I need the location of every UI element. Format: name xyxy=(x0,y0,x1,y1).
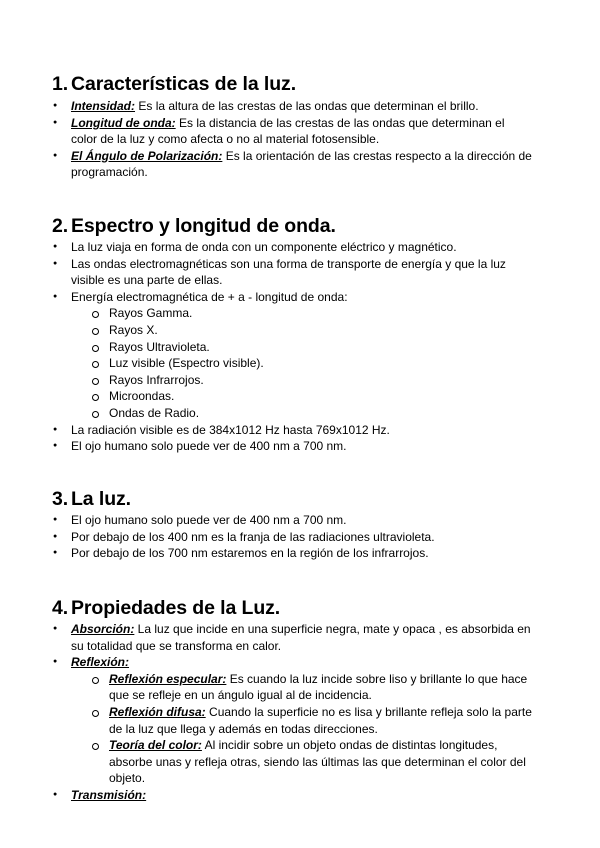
section-heading xyxy=(52,596,532,620)
list-item xyxy=(52,239,532,256)
item-text: Es la orientación de las crestas respecto a la dirección de programación. xyxy=(71,148,532,180)
list-item xyxy=(52,438,532,455)
term: Reflexión difusa: xyxy=(109,704,206,719)
list-item xyxy=(52,529,532,546)
item-text: Al incidir sobre un objeto ondas de distintas longitudes, absorbe unas y refleja otras, siendo las últimas las que determinan el color del objeto. xyxy=(109,738,526,786)
bullet-list xyxy=(52,239,532,305)
bullet-list xyxy=(52,422,532,455)
item-text: Por debajo de los 700 nm estaremos en la región de los infrarrojos. xyxy=(71,546,429,561)
item-text: La luz que incide en una superficie negra, mate y opaca , es absorbida en su totalidad que se transforma en calor. xyxy=(71,622,531,653)
list-item xyxy=(52,787,532,804)
section-heading xyxy=(52,72,532,96)
list-item xyxy=(52,289,532,306)
sub-list-item: Luz visible (Espectro visible). xyxy=(52,355,532,372)
item-text: El ojo humano solo puede ver de 400 nm a 700 nm. xyxy=(71,439,347,454)
term: Reflexión: xyxy=(71,655,130,670)
sub-list-item xyxy=(52,671,532,704)
section-3 xyxy=(52,487,532,562)
item-text: Es cuando la luz incide sobre liso y brillante lo que hace que se refleje en un ángulo igual al de incidencia. xyxy=(109,671,528,703)
term: Intensidad: xyxy=(71,99,136,113)
item-text: Las ondas electromagnéticas son una forma de transporte de energía y que la luz visible es una parte de ellas. xyxy=(71,256,506,288)
item-text: Cuando la superficie no es lisa y brillante refleja solo la parte de la luz que llega y además en todas direcciones. xyxy=(109,704,532,736)
bullet-list xyxy=(52,98,532,181)
bullet-list xyxy=(52,621,532,671)
section-title: Propiedades de la Luz. xyxy=(71,597,281,619)
sub-list-item: Rayos Gamma. xyxy=(52,305,532,322)
list-item xyxy=(52,256,532,289)
term: Transmisión: xyxy=(71,787,147,802)
sub-list-item xyxy=(52,704,532,737)
section-title: Características de la luz. xyxy=(71,73,297,95)
section-title: La luz. xyxy=(71,488,131,510)
sub-list xyxy=(52,671,532,787)
sub-list-item xyxy=(52,737,532,787)
term: Absorción: xyxy=(71,622,135,636)
item-text: Es la altura de las crestas de las ondas que determinan el brillo. xyxy=(135,99,479,113)
list-item xyxy=(52,512,532,529)
term: Teoría del color: xyxy=(109,738,202,753)
sub-list-item: Rayos X. xyxy=(52,322,532,339)
section-number: 2. xyxy=(52,215,69,237)
item-text: La radiación visible es de 384x1012 Hz hasta 769x1012 Hz. xyxy=(71,422,390,437)
section-number: 1. xyxy=(52,73,69,95)
bullet-list xyxy=(52,512,532,562)
section-heading xyxy=(52,214,532,238)
bullet-list xyxy=(52,787,532,804)
sub-list-item: Microondas. xyxy=(52,388,532,405)
list-item xyxy=(52,422,532,439)
section-title: Espectro y longitud de onda. xyxy=(71,215,336,237)
sub-list-item: Ondas de Radio. xyxy=(52,405,532,422)
term: El Ángulo de Polarización: xyxy=(71,148,223,163)
list-item xyxy=(52,621,532,654)
term: Longitud de onda: xyxy=(71,115,176,130)
list-item xyxy=(52,654,532,671)
list-item xyxy=(52,148,532,181)
item-text: Es la distancia de las crestas de las ondas que determinan el color de la luz y como afecta o no al material fotosensible. xyxy=(71,115,505,147)
sub-list-item: Rayos Infrarrojos. xyxy=(52,372,532,389)
section-2 xyxy=(52,214,532,455)
item-text: Energía electromagnética de + a - longitud de onda: xyxy=(71,289,348,304)
term: Reflexión especular: xyxy=(109,671,227,686)
list-item xyxy=(52,545,532,562)
section-heading xyxy=(52,487,532,511)
list-item xyxy=(52,115,532,148)
sub-list xyxy=(52,305,532,421)
list-item xyxy=(52,98,532,115)
item-text: La luz viaja en forma de onda con un componente eléctrico y magnético. xyxy=(71,240,457,254)
section-number: 4. xyxy=(52,597,69,619)
section-1 xyxy=(52,72,532,181)
section-number: 3. xyxy=(52,488,69,510)
section-4 xyxy=(52,596,532,804)
item-text: El ojo humano solo puede ver de 400 nm a 700 nm. xyxy=(71,513,347,527)
sub-list-item: Rayos Ultravioleta. xyxy=(52,339,532,356)
item-text: Por debajo de los 400 nm es la franja de las radiaciones ultravioleta. xyxy=(71,529,435,544)
